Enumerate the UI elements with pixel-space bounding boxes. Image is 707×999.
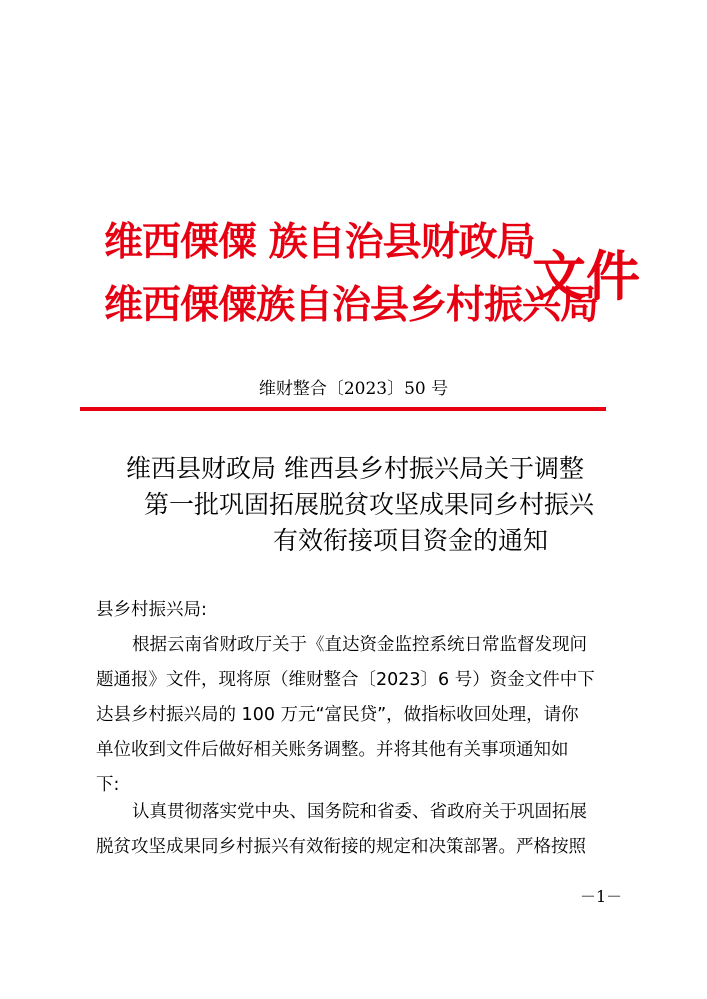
issuing-org-line-1: 维西傈僳 族自治县财政局 bbox=[104, 219, 535, 265]
paragraph-2 bbox=[96, 795, 636, 865]
page-number: －1－ bbox=[580, 887, 623, 906]
paragraph-line: 单位收到文件后做好相关账务调整。并将其他有关事项通知如 bbox=[96, 740, 569, 760]
paragraph-1 bbox=[96, 628, 636, 803]
document-suffix: 文件 bbox=[532, 244, 640, 308]
issuing-org-line-2: 维西傈僳族自治县乡村振兴局 bbox=[104, 282, 599, 328]
notice-title-line-3: 有效衔接项目资金的通知 bbox=[273, 526, 549, 555]
paragraph-line: 题通报》文件，现将原（维财整合〔2023〕6 号）资金文件中下 bbox=[96, 670, 595, 690]
paragraph-line: 脱贫攻坚成果同乡村振兴有效衔接的规定和决策部署。严格按照 bbox=[96, 837, 586, 857]
paragraph-line: 认真贯彻落实党中央、国务院和省委、省政府关于巩固拓展 bbox=[132, 802, 587, 822]
paragraph-line: 根据云南省财政厅关于《直达资金监控系统日常监督发现问 bbox=[132, 635, 587, 655]
notice-title-line-1: 维西县财政局 维西县乡村振兴局关于调整 bbox=[126, 454, 584, 483]
salutation: 县乡村振兴局: bbox=[96, 600, 207, 620]
paragraph-line: 达县乡村振兴局的 100 万元“富民贷”，做指标收回处理，请你 bbox=[96, 705, 579, 725]
paragraph-line: 下: bbox=[96, 775, 120, 795]
document-number: 维财整合〔2023〕50 号 bbox=[258, 379, 449, 399]
red-divider bbox=[80, 407, 606, 411]
notice-title-line-2: 第一批巩固拓展脱贫攻坚成果同乡村振兴 bbox=[144, 490, 595, 519]
